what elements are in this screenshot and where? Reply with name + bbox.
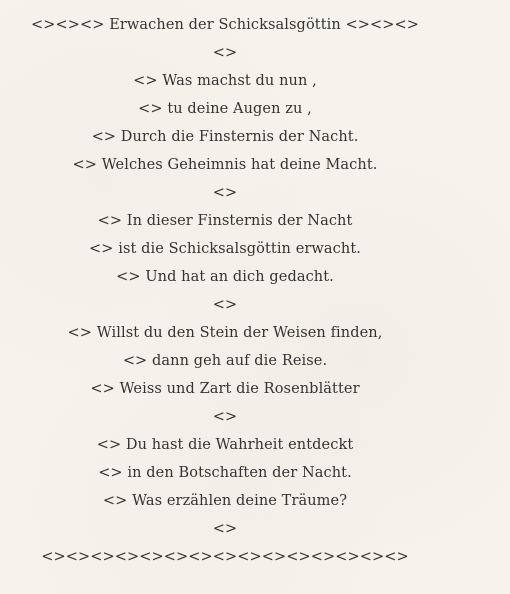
poem-line: <> Durch die Finsternis der Nacht. — [91, 129, 359, 145]
poem-line: <> Weiss und Zart die Rosenblätter — [90, 381, 360, 397]
poem-line: <> Welches Geheimnis hat deine Macht. — [72, 157, 378, 173]
poem-line: <> dann geh auf die Reise. — [122, 353, 328, 369]
poem-line: <> ist die Schicksalsgöttin erwacht. — [89, 241, 361, 257]
poem-line: <> — [212, 521, 238, 537]
poem-line: <> — [212, 45, 238, 61]
poem-line: <> — [212, 409, 238, 425]
poem-line: <> Was machst du nun , — [133, 73, 317, 89]
poem-line: <> Willst du den Stein der Weisen finden, — [67, 325, 383, 341]
poem-line: <> — [212, 297, 238, 313]
poem-footer: <><><><><><><><><><><><><><><> — [41, 549, 409, 565]
poem-line: <> Du hast die Wahrheit entdeckt — [96, 437, 354, 453]
poem-title: <><><> Erwachen der Schicksalsgöttin <><><> — [30, 17, 420, 33]
poem-line: <> Und hat an dich gedacht. — [116, 269, 334, 285]
poem-line: <> — [212, 185, 238, 201]
poem-line: <> In dieser Finsternis der Nacht — [97, 213, 353, 229]
poem-text — [0, 11, 450, 571]
poem-line: <> tu deine Augen zu , — [138, 101, 312, 117]
poem-line: <> Was erzählen deine Träume? — [102, 493, 348, 509]
poem-line: <> in den Botschaften der Nacht. — [98, 465, 352, 481]
